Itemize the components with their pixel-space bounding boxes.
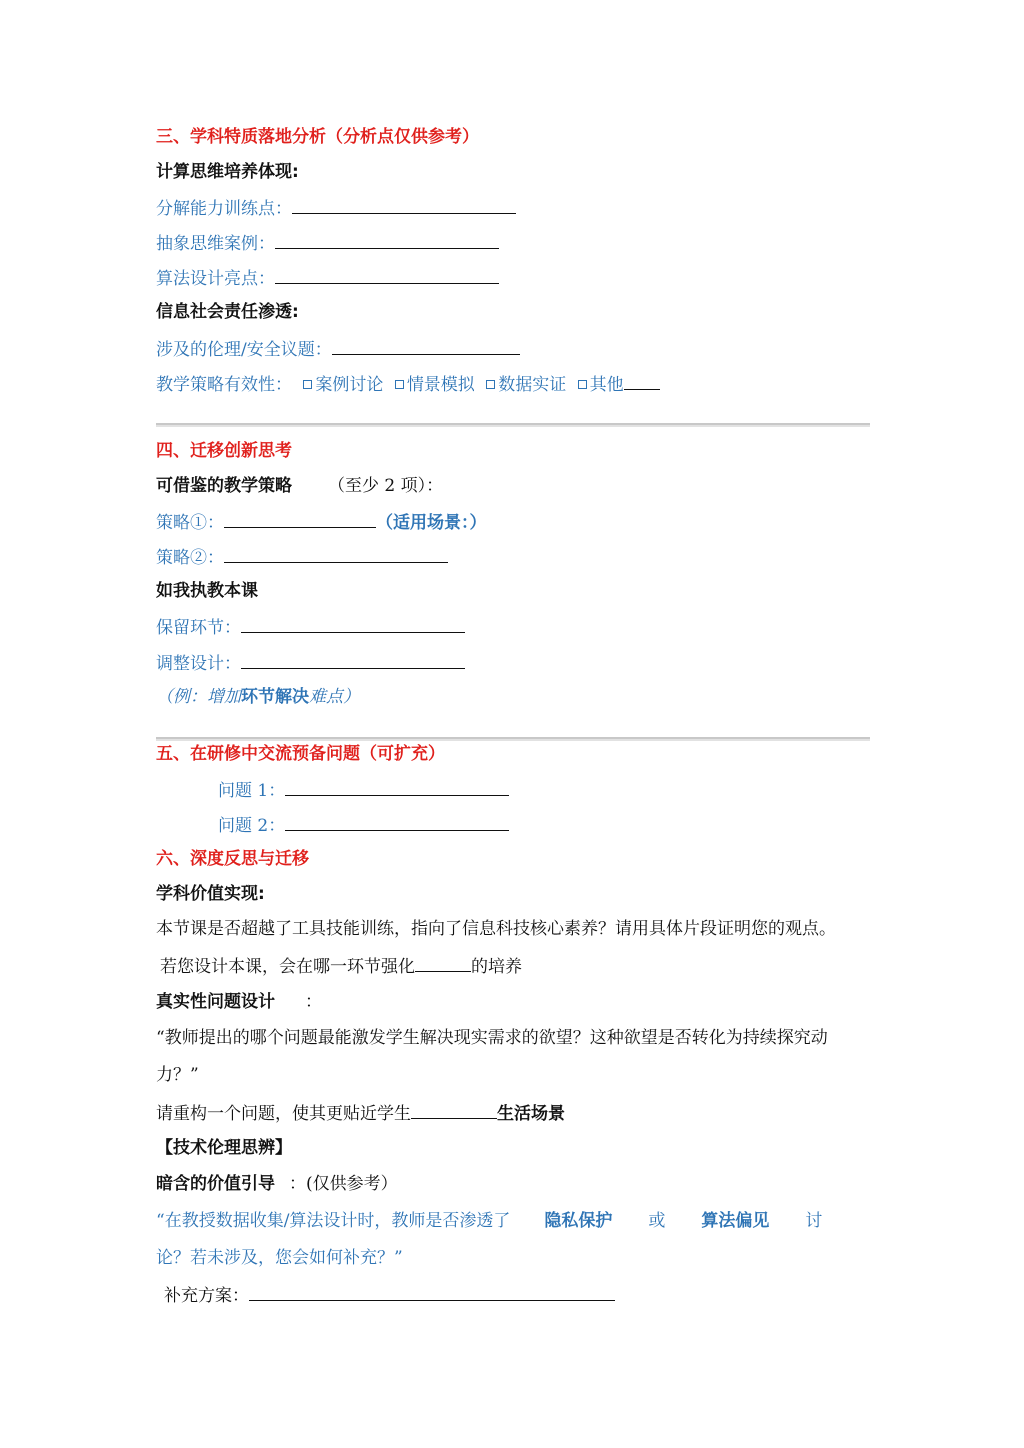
field-adjust	[156, 651, 465, 675]
ethics-quote-line-2: 论？若未涉及，您会如何补充？”	[156, 1248, 403, 1268]
section6-title: 六、深度反思与迁移	[156, 849, 309, 869]
value-guidance-note: ：(仅供参考）	[289, 1174, 398, 1194]
supplement-blank[interactable]	[249, 1283, 615, 1301]
example-c: 难点）	[309, 687, 360, 707]
section3-sub-social-responsibility: 信息社会责任渗透:	[156, 302, 299, 322]
authentic-question-heading: 真实性问题设计	[156, 992, 275, 1012]
value-guidance-heading: 暗含的价值引导	[156, 1174, 275, 1194]
field-decomposition	[156, 196, 516, 220]
option-data-evidence: 数据实证	[498, 375, 567, 395]
paragraph-core-literacy: 本节课是否超越了工具技能训练，指向了信息科技核心素养？请用具体片段证明您的观点。	[156, 919, 836, 939]
quote-line-1: “教师提出的哪个问题最能激发学生解决现实需求的欲望？这种欲望是否转化为持续探究动	[156, 1028, 828, 1048]
checkbox-data-evidence[interactable]	[486, 380, 495, 389]
authentic-question-colon: ：	[305, 992, 322, 1012]
section6-sub-ethics: 【技术伦理思辨】	[156, 1138, 292, 1158]
ethics-quote-line-1	[156, 1210, 822, 1232]
strategy-1-label: 策略①：	[156, 513, 224, 533]
field-abstraction-blank[interactable]	[275, 231, 499, 249]
question-2-label: 问题 2：	[218, 816, 286, 836]
field-ethics-label: 涉及的伦理/安全议题：	[156, 340, 332, 360]
field-question-2	[218, 813, 509, 837]
field-abstraction	[156, 231, 499, 255]
field-keep	[156, 615, 465, 639]
section6-sub-value-guidance	[156, 1173, 398, 1195]
section4-sub-if-i-teach: 如我执教本课	[156, 581, 258, 601]
field-supplement	[164, 1283, 615, 1307]
keyword-algorithm-bias: 算法偏见	[701, 1211, 770, 1231]
example-b: 环节解决	[241, 687, 309, 707]
divider	[156, 737, 870, 741]
question-2-blank[interactable]	[285, 813, 509, 831]
field-ethics-blank[interactable]	[332, 337, 520, 355]
checkbox-case-discussion[interactable]	[303, 380, 312, 389]
checkbox-scenario[interactable]	[395, 380, 404, 389]
reconstruct-a: 请重构一个问题，使其更贴近学生	[156, 1104, 411, 1124]
strategy-effectiveness	[156, 372, 660, 396]
section3-title: 三、学科特质落地分析（分析点仅供参考）	[156, 127, 479, 147]
divider	[156, 423, 870, 427]
ethics-or: 或	[648, 1211, 666, 1231]
keyword-privacy: 隐私保护	[544, 1211, 613, 1231]
option-other-blank[interactable]	[624, 372, 660, 390]
section6-sub-authentic-question	[156, 991, 322, 1013]
strategy-effectiveness-label: 教学策略有效性：	[156, 375, 292, 395]
supplement-label: 补充方案：	[164, 1286, 249, 1306]
question-1-label: 问题 1：	[218, 781, 286, 801]
strategy-1-scene: （适用场景：）	[376, 513, 487, 533]
strategy-2-blank[interactable]	[224, 545, 448, 563]
strategy-2-label: 策略②：	[156, 548, 224, 568]
option-other: 其他	[589, 375, 624, 395]
design-b: 的培养	[471, 957, 522, 977]
example-a: （例：增加	[156, 687, 241, 707]
reconstruct-b: 生活场景	[497, 1104, 565, 1124]
section4-title: 四、迁移创新思考	[156, 441, 292, 461]
field-ethics	[156, 337, 520, 361]
field-decomposition-blank[interactable]	[292, 196, 516, 214]
field-algorithm	[156, 266, 499, 290]
design-a: 若您设计本课，会在哪一环节强化	[160, 957, 415, 977]
section4-sub-strategies	[156, 475, 443, 497]
section3-sub-computational-thinking: 计算思维培养体现:	[156, 162, 299, 182]
adjust-label: 调整设计：	[156, 654, 241, 674]
design-blank[interactable]	[415, 954, 471, 972]
strategies-heading: 可借鉴的教学策略	[156, 476, 292, 496]
ethics-quote-a: “在教授数据收集/算法设计时，教师是否渗透了	[156, 1211, 511, 1231]
paragraph-reconstruct	[156, 1101, 565, 1125]
example-note	[156, 686, 360, 708]
strategy-1-blank[interactable]	[224, 510, 376, 528]
option-scenario: 情景模拟	[406, 375, 475, 395]
field-abstraction-label: 抽象思维案例：	[156, 234, 275, 254]
field-strategy-1	[156, 510, 487, 534]
ethics-tail: 讨	[805, 1211, 823, 1231]
keep-blank[interactable]	[241, 615, 465, 633]
checkbox-other[interactable]	[578, 380, 587, 389]
field-algorithm-blank[interactable]	[275, 266, 499, 284]
field-strategy-2	[156, 545, 448, 569]
adjust-blank[interactable]	[241, 651, 465, 669]
paragraph-design	[160, 954, 522, 978]
strategies-note: （至少 2 项）：	[328, 476, 444, 496]
option-case-discussion: 案例讨论	[315, 375, 384, 395]
quote-line-2: 力？”	[156, 1065, 199, 1085]
question-1-blank[interactable]	[285, 778, 509, 796]
reconstruct-blank[interactable]	[411, 1101, 497, 1119]
keep-label: 保留环节：	[156, 618, 241, 638]
section6-sub-subject-value: 学科价值实现:	[156, 884, 265, 904]
section5-title: 五、在研修中交流预备问题（可扩充）	[156, 744, 445, 764]
field-decomposition-label: 分解能力训练点：	[156, 199, 292, 219]
field-question-1	[218, 778, 509, 802]
field-algorithm-label: 算法设计亮点：	[156, 269, 275, 289]
